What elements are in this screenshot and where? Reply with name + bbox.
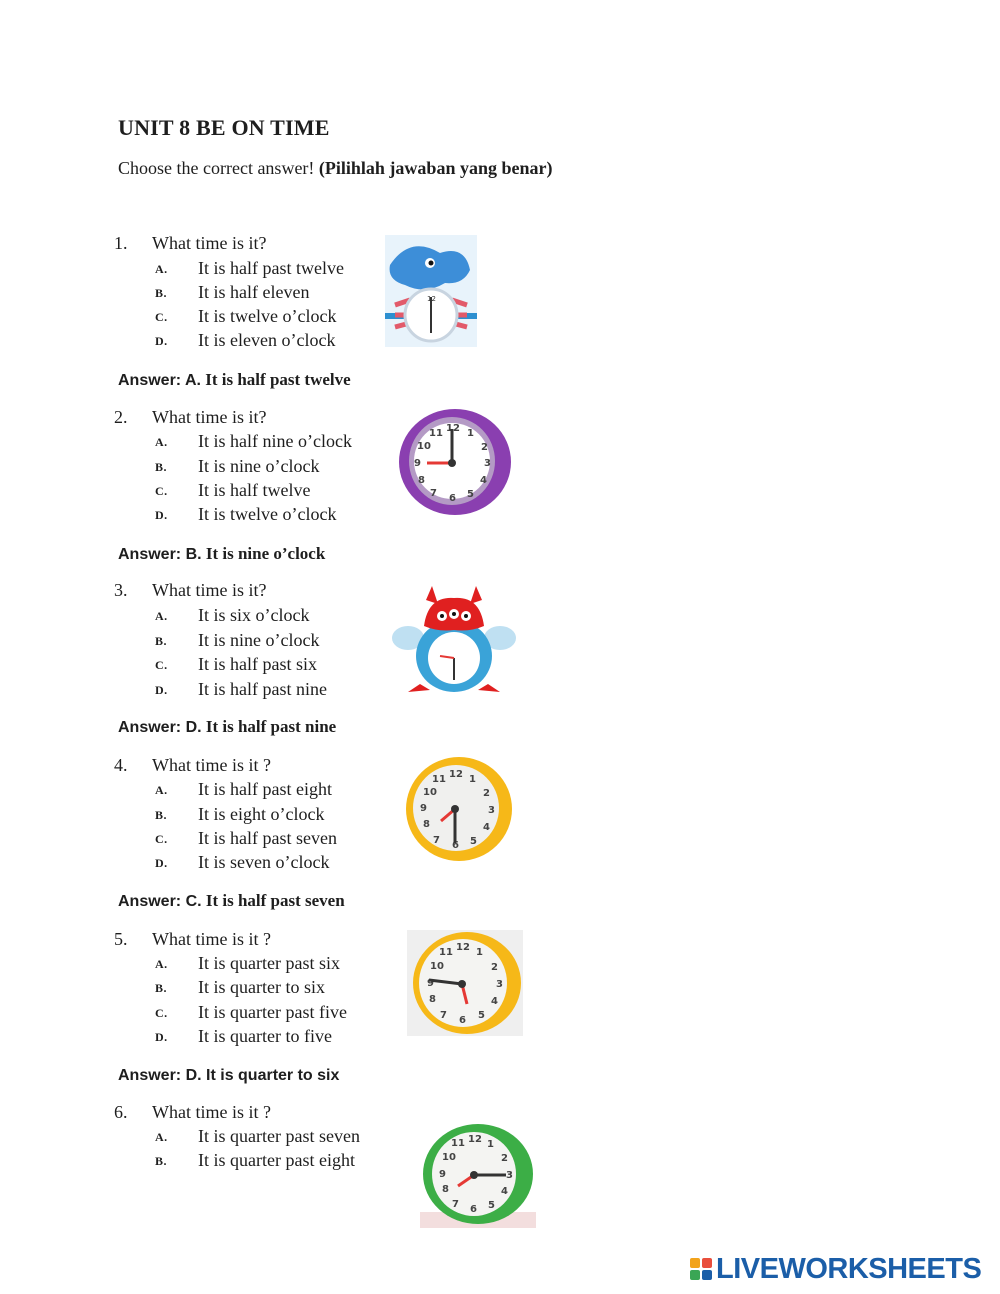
question-number: 6.: [114, 1102, 128, 1122]
svg-text:10: 10: [430, 961, 444, 972]
option-letter: A.: [155, 609, 168, 623]
option-letter: A.: [155, 262, 168, 276]
svg-text:4: 4: [491, 996, 498, 1007]
svg-text:7: 7: [433, 835, 440, 846]
instruction-translation: (Pilihlah jawaban yang benar): [318, 158, 553, 178]
option-letter: B.: [155, 634, 168, 648]
svg-text:11: 11: [429, 428, 443, 439]
svg-text:2: 2: [483, 788, 490, 799]
svg-text:5: 5: [488, 1200, 495, 1211]
option-text: It is half eleven: [198, 282, 310, 302]
option-text: It is quarter past eight: [198, 1150, 355, 1170]
option-letter: D.: [155, 508, 168, 522]
question-number: 5.: [114, 929, 128, 949]
svg-text:4: 4: [480, 475, 487, 486]
question-text: What time is it ?: [152, 1102, 271, 1122]
svg-text:5: 5: [470, 836, 477, 847]
question-text: What time is it?: [152, 407, 267, 427]
svg-text:3: 3: [506, 1170, 513, 1181]
svg-text:11: 11: [451, 1138, 465, 1149]
option-letter: D.: [155, 1030, 168, 1044]
option-letter: A.: [155, 957, 168, 971]
option-letter: C.: [155, 1006, 168, 1020]
svg-text:5: 5: [467, 489, 474, 500]
answer-1: [118, 370, 351, 390]
option-letter: A.: [155, 1130, 168, 1144]
svg-text:3: 3: [488, 805, 495, 816]
svg-text:1: 1: [469, 774, 476, 785]
svg-text:3: 3: [484, 458, 491, 469]
option-text: It is quarter to six: [198, 977, 325, 997]
svg-text:12: 12: [449, 769, 463, 780]
svg-text:12: 12: [456, 942, 470, 953]
svg-text:12: 12: [427, 295, 436, 303]
answer-text: It is nine o’clock: [201, 544, 326, 563]
svg-text:9: 9: [427, 978, 434, 989]
page-title: UNIT 8 BE ON TIME: [118, 115, 330, 140]
option-text: It is half past twelve: [198, 258, 344, 278]
question-number: 4.: [114, 755, 128, 775]
option-letter: A.: [155, 435, 168, 449]
svg-text:5: 5: [478, 1010, 485, 1021]
question-text: What time is it?: [152, 233, 267, 253]
answer-3: [118, 717, 336, 737]
option-letter: C.: [155, 310, 168, 324]
svg-text:4: 4: [483, 822, 490, 833]
option-letter: B.: [155, 808, 168, 822]
option-text: It is half past nine: [198, 679, 327, 699]
svg-text:6: 6: [452, 840, 459, 851]
answer-label: Answer: D.: [118, 1067, 202, 1084]
option-letter: C.: [155, 484, 168, 498]
svg-text:1: 1: [476, 947, 483, 958]
question-number: 1.: [114, 233, 128, 253]
svg-text:8: 8: [429, 994, 436, 1005]
option-letter: B.: [155, 981, 168, 995]
option-text: It is twelve o’clock: [198, 306, 337, 326]
answer-label: Answer: A.: [118, 372, 201, 389]
option-text: It is nine o’clock: [198, 630, 320, 650]
option-letter: C.: [155, 658, 168, 672]
svg-text:7: 7: [430, 488, 437, 499]
purple-clock-icon: [397, 405, 513, 517]
option-letter: B.: [155, 1154, 168, 1168]
instruction: [118, 158, 552, 179]
svg-text:9: 9: [439, 1169, 446, 1180]
option-text: It is eleven o’clock: [198, 330, 336, 350]
option-letter: D.: [155, 334, 168, 348]
svg-text:2: 2: [491, 962, 498, 973]
option-letter: B.: [155, 286, 168, 300]
answer-text: It is half past twelve: [200, 370, 351, 389]
svg-text:2: 2: [501, 1153, 508, 1164]
svg-text:11: 11: [432, 774, 446, 785]
svg-text:6: 6: [459, 1015, 466, 1026]
svg-text:4: 4: [501, 1186, 508, 1197]
option-text: It is seven o’clock: [198, 852, 330, 872]
svg-text:10: 10: [442, 1152, 456, 1163]
green-clock-icon: [420, 1122, 536, 1228]
svg-text:7: 7: [452, 1199, 459, 1210]
yellow-clock-icon: [403, 755, 513, 863]
option-text: It is quarter past five: [198, 1002, 347, 1022]
answer-text: It is half past seven: [201, 891, 345, 910]
svg-text:12: 12: [446, 423, 460, 434]
option-text: It is quarter to five: [198, 1026, 332, 1046]
option-text: It is half past six: [198, 654, 317, 674]
option-text: It is twelve o’clock: [198, 504, 337, 524]
logo-mark-icon: [690, 1258, 712, 1280]
question-text: What time is it ?: [152, 929, 271, 949]
option-text: It is quarter past six: [198, 953, 340, 973]
svg-text:11: 11: [439, 947, 453, 958]
question-text: What time is it ?: [152, 755, 271, 775]
svg-text:12: 12: [468, 1134, 482, 1145]
answer-5: [118, 1065, 339, 1085]
question-text: What time is it?: [152, 580, 267, 600]
monster-clock-icon: [390, 586, 518, 698]
option-letter: B.: [155, 460, 168, 474]
svg-text:10: 10: [417, 441, 431, 452]
svg-text:9: 9: [420, 803, 427, 814]
option-text: It is nine o’clock: [198, 456, 320, 476]
instruction-text: Choose the correct answer!: [118, 158, 315, 178]
logo-text: LIVEWORKSHEETS: [716, 1252, 982, 1285]
answer-label: Answer: D.: [118, 719, 202, 736]
option-letter: A.: [155, 783, 168, 797]
answer-text: It is quarter to six: [201, 1067, 340, 1084]
option-text: It is half past seven: [198, 828, 337, 848]
answer-label: Answer: C.: [118, 893, 202, 910]
orange-clock-icon: [407, 930, 523, 1036]
svg-text:9: 9: [414, 458, 421, 469]
option-text: It is eight o’clock: [198, 804, 325, 824]
svg-text:6: 6: [470, 1204, 477, 1215]
svg-text:8: 8: [423, 819, 430, 830]
answer-2: [118, 544, 325, 564]
svg-text:6: 6: [449, 493, 456, 504]
svg-text:1: 1: [487, 1139, 494, 1150]
option-letter: D.: [155, 683, 168, 697]
option-letter: D.: [155, 856, 168, 870]
question-number: 2.: [114, 407, 128, 427]
svg-text:2: 2: [481, 442, 488, 453]
option-text: It is quarter past seven: [198, 1126, 360, 1146]
answer-label: Answer: B.: [118, 546, 202, 563]
liveworksheets-logo: [690, 1252, 981, 1286]
option-letter: C.: [155, 832, 168, 846]
option-text: It is six o’clock: [198, 605, 310, 625]
svg-text:1: 1: [467, 428, 474, 439]
answer-text: It is half past nine: [201, 717, 337, 736]
bird-clock-icon: [385, 235, 477, 347]
svg-text:10: 10: [423, 787, 437, 798]
svg-text:7: 7: [440, 1010, 447, 1021]
svg-text:3: 3: [496, 979, 503, 990]
option-text: It is half past eight: [198, 779, 332, 799]
option-text: It is half nine o’clock: [198, 431, 352, 451]
answer-4: [118, 891, 345, 911]
svg-text:8: 8: [418, 475, 425, 486]
option-text: It is half twelve: [198, 480, 311, 500]
question-number: 3.: [114, 580, 128, 600]
svg-text:8: 8: [442, 1184, 449, 1195]
